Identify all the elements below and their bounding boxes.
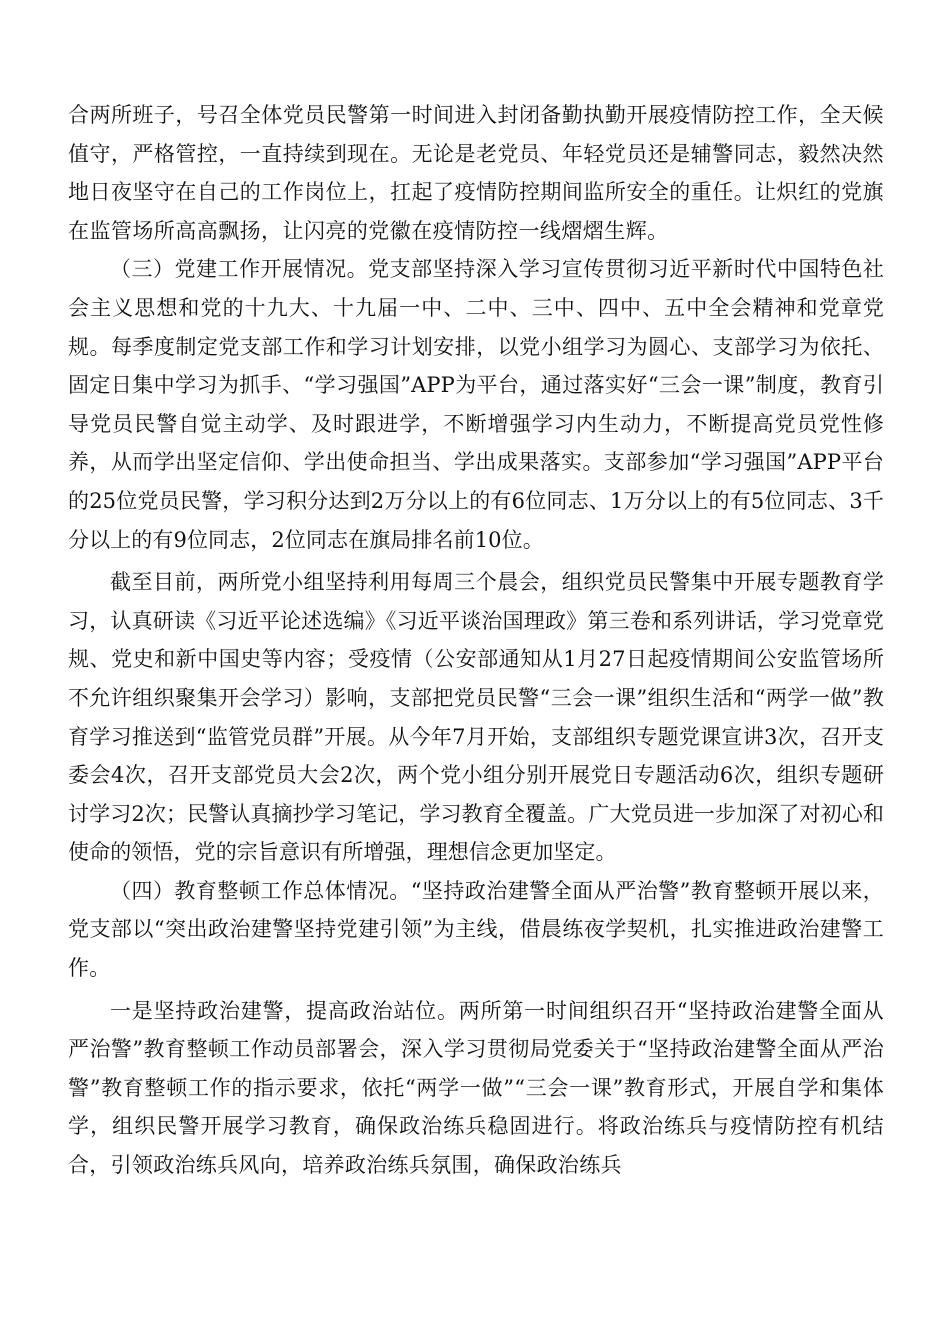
paragraph-political-police: 一是坚持政治建警，提高政治站位。两所第一时间组织召开“坚持政治建警全面从严治警”教育整顿工作动员部署会，深入学习贯彻局党委关于“坚持政治建警全面从严治警”教育整顿工作的指示要求，依托“两学一做”“三会一课”教育形式，开展自学和集体学，组织民警开展学习教育，确保政治练兵稳固进行。将政治练兵与疫情防控有机结合，引领政治练兵风向，培养政治练兵氛围，确保政治练兵: [68, 998, 884, 1178]
document-page: [68, 96, 884, 1185]
paragraph-education-rectification: （四）教育整顿工作总体情况。“坚持政治建警全面从严治警”教育整顿开展以来，党支部以“突出政治建警坚持党建引领”为主线，借晨练夜学契机，扎实推进政治建警工作。: [68, 878, 884, 981]
paragraph-continuation: 合两所班子，号召全体党员民警第一时间进入封闭备勤执勤开展疫情防控工作，全天候值守，严格管控，一直持续到现在。无论是老党员、年轻党员还是辅警同志，毅然决然地日夜坚守在自己的工作岗位上，扛起了疫情防控期间监所安全的重任。让炽红的党旗在监管场所高高飘扬，让闪亮的党徽在疫情防控一线熠熠生辉。: [68, 103, 884, 243]
paragraph-study-progress: 截至目前，两所党小组坚持利用每周三个晨会，组织党员民警集中开展专题教育学习，认真研读《习近平论述选编》《习近平谈治国理政》第三卷和系列讲话，学习党章党规、党史和新中国史等内容；受疫情（公安部通知从1月27日起疫情期间公安监管场所不允许组织聚集开会学习）影响，支部把党员民警“三会一课”组织生活和“两学一做”教育学习推送到“监管党员群”开展。从今年7月开始，支部组织专题党课宣讲3次，召开支委会4次，召开支部党员大会2次，两个党小组分别开展党日专题活动6次，组织专题研讨学习2次；民警认真摘抄学习笔记，学习教育全覆盖。广大党员进一步加深了对初心和使命的领悟，党的宗旨意识有所增强，理想信念更加坚定。: [68, 570, 884, 865]
paragraph-party-building: （三）党建工作开展情况。党支部坚持深入学习宣传贯彻习近平新时代中国特色社会主义思想和党的十九大、十九届一中、二中、三中、四中、五中全会精神和党章党规。每季度制定党支部工作和学习计划安排，以党小组学习为圆心、支部学习为依托、固定日集中学习为抓手、“学习强国”APP为平台，通过落实好“三会一课”制度，教育引导党员民警自觉主动学、及时跟进学，不断增强学习内生动力，不断提高党员党性修养，从而学出坚定信仰、学出使命担当、学出成果落实。支部参加“学习强国”APP平台的25位党员民警，学习积分达到2万分以上的有6位同志、1万分以上的有5位同志、3千分以上的有9位同志，2位同志在旗局排名前10位。: [68, 257, 884, 552]
